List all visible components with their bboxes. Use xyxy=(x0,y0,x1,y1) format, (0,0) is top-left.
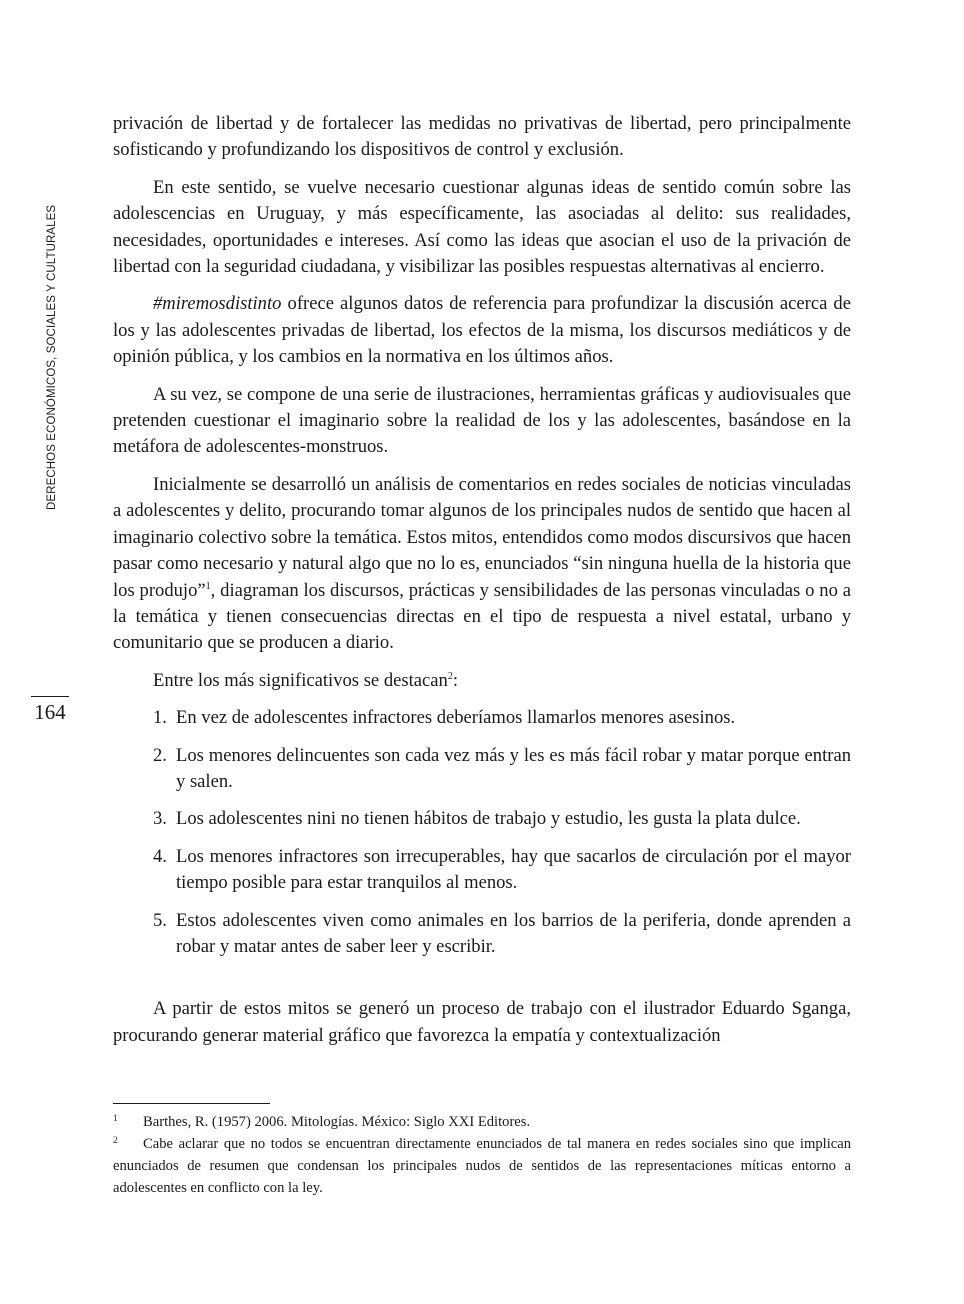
footnote-text: Cabe aclarar que no todos se encuentran directamente enunciados de tal manera en redes sociales sino que implican enunciados de resumen que condensan los principales nudos de sentidos de las representaciones míticas entorno a adolescentes en conflicto con la ley. xyxy=(113,1136,851,1196)
paragraph-3-text: ofrece algunos datos de referencia para profundizar la discusión acerca de los y las adolescentes privadas de libertad, los efectos de la misma, los discursos mediáticos y de opinión pública, y los cambios en la normativa en los últimos años. xyxy=(113,293,851,368)
list-item-text: Los menores delincuentes son cada vez más y les es más fácil robar y matar porque entran y salen. xyxy=(176,744,851,792)
paragraph-5-text-a: Inicialmente se desarrolló un análisis de comentarios en redes sociales de noticias vinculadas a adolescentes y delito, procurando tomar algunos de los principales nudos de sentido que hacen al imaginario colectivo sobre la temática. Estos mitos, entendidos como modos discursivos que hacen pasar como necesario y natural algo que no lo es, enunciados “sin ninguna huella de la historia que los produjo” xyxy=(113,473,851,601)
list-item-text: Los adolescentes nini no tienen hábitos de trabajo y estudio, les gusta la plata dulce. xyxy=(176,808,801,830)
footnotes xyxy=(113,1111,851,1199)
running-header: DERECHOS ECONÓMICOS, SOCIALES Y CULTURALES xyxy=(46,204,58,510)
footnote-ref-1[interactable]: 1 xyxy=(205,580,211,592)
paragraph-6-text: Entre los más significativos se destacan xyxy=(153,669,448,691)
footnote-ref-2[interactable]: 2 xyxy=(447,670,453,682)
hashtag: #miremosdistinto xyxy=(153,293,282,315)
footnote-number: 2 xyxy=(113,1136,118,1146)
page-number: 164 xyxy=(31,696,69,725)
paragraph-5 xyxy=(113,472,851,657)
paragraph-5-text-b: , diagraman los discursos, prácticas y sensibilidades de las personas vinculadas o no a la temática y tienen consecuencias directas en el tipo de respuesta a nivel estatal, urbano y comunitario que se producen a diario. xyxy=(113,579,851,654)
list-item xyxy=(153,705,851,731)
paragraph-1: privación de libertad y de fortalecer las medidas no privativas de libertad, pero principalmente sofisticando y profundizando los dispositivos de control y exclusión. xyxy=(113,113,851,161)
list-item-text: Los menores infractores son irrecuperables, hay que sacarlos de circulación por el mayor tiempo posible para estar tranquilos al menos. xyxy=(176,845,851,894)
list-item xyxy=(153,844,851,897)
footnote-divider xyxy=(113,1103,270,1104)
list-item-text: Estos adolescentes viven como animales en los barrios de la periferia, donde aprenden a robar y matar antes de saber leer y escribir. xyxy=(176,909,851,957)
list-number: 5. xyxy=(153,909,167,931)
paragraph-6 xyxy=(113,668,851,694)
list-item xyxy=(153,743,851,796)
footnote-1 xyxy=(113,1111,851,1133)
myths-list xyxy=(113,705,851,960)
paragraph-4: A su vez, se compone de una serie de ilustraciones, herramientas gráficas y audiovisuales que pretenden cuestionar el imaginario sobre la realidad de los y las adolescentes, basándose en la metáfora de adolescentes-monstruos. xyxy=(113,383,851,458)
paragraph-7: A partir de estos mitos se generó un proceso de trabajo con el ilustrador Eduardo Sganga, procurando generar material gráfico que favorezca la empatía y contextualización xyxy=(113,998,851,1046)
paragraph-3 xyxy=(113,291,851,370)
footnote-2 xyxy=(113,1133,851,1199)
list-number: 4. xyxy=(153,845,167,867)
footnote-number: 1 xyxy=(113,1114,118,1124)
footnote-text: Barthes, R. (1957) 2006. Mitologías. México: Siglo XXI Editores. xyxy=(143,1114,531,1130)
main-text xyxy=(113,111,851,1060)
list-item xyxy=(153,806,851,832)
spacer xyxy=(113,971,851,996)
list-item-text: En vez de adolescentes infractores deberíamos llamarlos menores asesinos. xyxy=(176,707,736,729)
list-item xyxy=(153,908,851,961)
paragraph-2: En este sentido, se vuelve necesario cuestionar algunas ideas de sentido común sobre las adolescencias en Uruguay, y más específicamente, las asociadas al delito: sus realidades, necesidades, oportunidades e intereses. Así como las ideas que asocian el uso de la privación de libertad con la seguridad ciudadana, y visibilizar las posibles respuestas alternativas al encierro. xyxy=(113,176,851,278)
list-number: 1. xyxy=(153,707,167,729)
list-number: 2. xyxy=(153,744,167,766)
list-number: 3. xyxy=(153,808,167,830)
paragraph-6-end: : xyxy=(452,669,459,691)
